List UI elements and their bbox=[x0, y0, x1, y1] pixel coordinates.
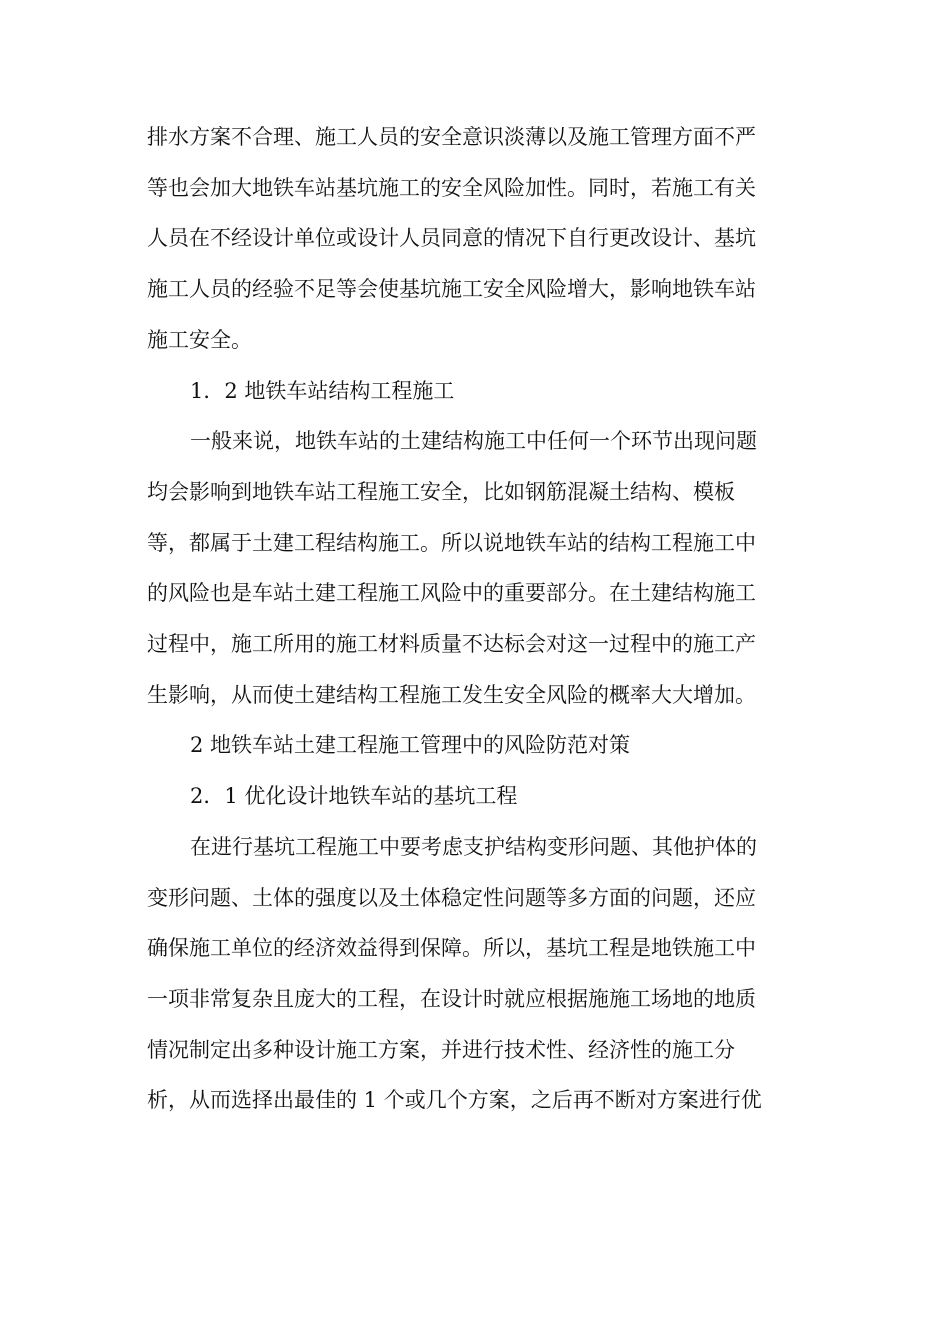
body-text bbox=[147, 112, 807, 1126]
text-line: 一项非常复杂且庞大的工程，在设计时就应根据施施工场地的地质 bbox=[147, 986, 756, 1011]
text-line: 等，都属于土建工程结构施工。所以说地铁车站的结构工程施工中 bbox=[147, 530, 756, 555]
text-line: 的风险也是车站土建工程施工风险中的重要部分。在土建结构施工 bbox=[147, 581, 756, 606]
text-line: 一般来说，地铁车站的土建结构施工中任何一个环节出现问题 bbox=[190, 429, 757, 454]
text-line: 确保施工单位的经济效益得到保障。所以，基坑工程是地铁施工中 bbox=[147, 936, 756, 961]
section-heading: 2 地铁车站土建工程施工管理中的风险防范对策 bbox=[190, 733, 631, 758]
text-line: 施工人员的经验不足等会使基坑施工安全风险增大，影响地铁车站 bbox=[147, 277, 756, 302]
text-line: 过程中，施工所用的施工材料质量不达标会对这一过程中的施工产 bbox=[147, 632, 756, 657]
text-line: 析，从而选择出最佳的 1 个或几个方案，之后再不断对方案进行优 bbox=[147, 1088, 762, 1113]
text-line: 人员在不经设计单位或设计人员同意的情况下自行更改设计、基坑 bbox=[147, 226, 756, 251]
text-line: 在进行基坑工程施工中要考虑支护结构变形问题、其他护体的 bbox=[190, 834, 757, 859]
text-line: 均会影响到地铁车站工程施工安全，比如钢筋混凝土结构、模板 bbox=[147, 479, 735, 504]
text-line: 施工安全。 bbox=[147, 327, 252, 352]
text-line: 变形问题、土体的强度以及土体稳定性问题等多方面的问题，还应 bbox=[147, 885, 756, 910]
section-heading: 2．1 优化设计地铁车站的基坑工程 bbox=[190, 784, 518, 809]
text-line: 生影响，从而使土建结构工程施工发生安全风险的概率大大增加。 bbox=[147, 682, 756, 707]
text-line: 情况制定出多种设计施工方案，并进行技术性、经济性的施工分 bbox=[147, 1037, 735, 1062]
text-line: 等也会加大地铁车站基坑施工的安全风险加性。同时，若施工有关 bbox=[147, 175, 756, 200]
section-heading: 1．2 地铁车站结构工程施工 bbox=[190, 378, 455, 403]
text-line: 排水方案不合理、施工人员的安全意识淡薄以及施工管理方面不严 bbox=[147, 125, 756, 149]
